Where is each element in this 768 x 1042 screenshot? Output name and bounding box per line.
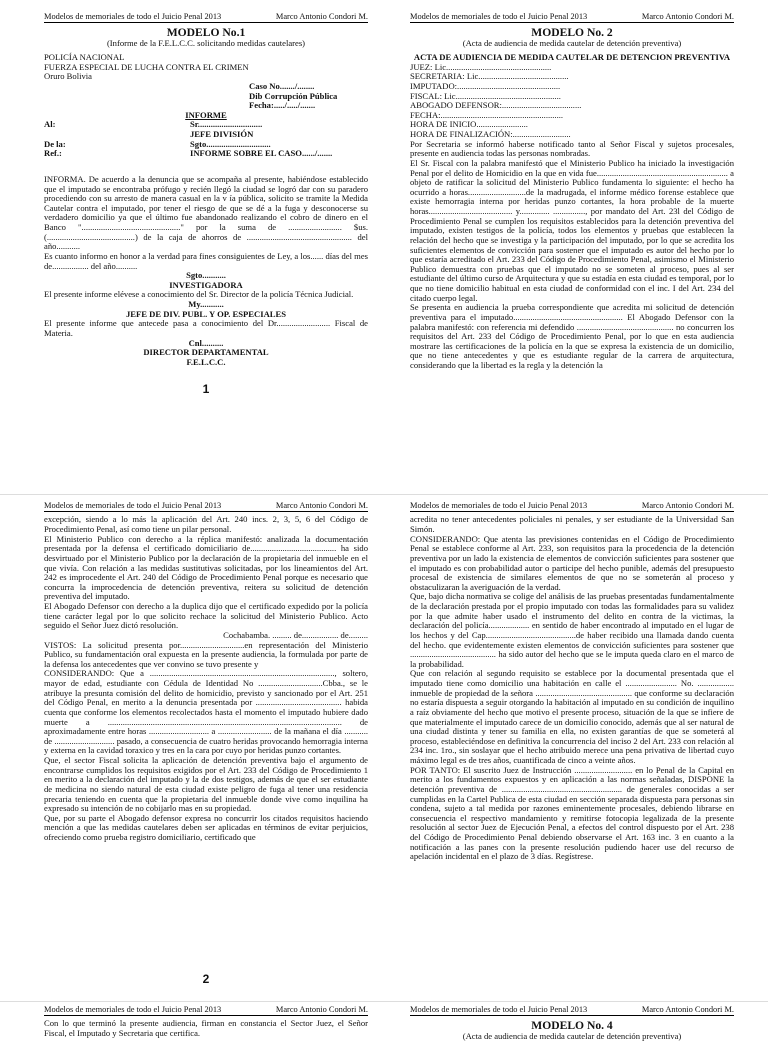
page-header: [44, 12, 368, 23]
body-paragraph: Que, bajo dicha normativa se colige del análisis de las pruebas presentadas fundamentalmente de la declaración prestada por el propio imputado con todas las formalidades para su validez por la que admite haber usado el instrumento del delito en contra de la victimas, la declaración del policía................... en sentido de haber encontrado al imputado en el lugar de los hechos y del Cap..........................................de haber recibido una llamada dando cuenta del hecho. que evidentemente existen elementos de convicción suficientes para sostener que ........................................ ha sido autor del hecho que se le imputa queda claro en el marco de la probabilidad.: [410, 591, 734, 669]
model-subtitle: (Informe de la F.E.L.C.C. solicitando medidas cautelares): [106, 38, 306, 49]
field-fiscal: FISCAL: Lic.................................................: [410, 90, 561, 101]
field-secretaria: SECRETARIA: Lic..........................................: [410, 71, 569, 82]
page-3: [44, 501, 368, 966]
page-separator: [0, 494, 768, 495]
header-title: Modelos de memoriales de todo el Juicio Penal 2013: [44, 501, 222, 510]
acta-title: ACTA DE AUDIENCIA DE MEDIDA CAUTELAR DE DETENCION PREVENTIVA: [413, 52, 731, 63]
felcc-label: F.E.L.C.C.: [186, 356, 226, 367]
report-closing: Es cuanto informo en honor a la verdad para fines consiguientes de Ley, a los...... días del mes de................. del año..........: [44, 250, 368, 271]
org-line: POLICÍA NACIONAL: [44, 52, 125, 63]
case-number: Caso No......./........: [249, 80, 315, 91]
vistos-paragraph: VISTOS: La solicitud presenta por..............................en representación del Ministerio Publico, su fundamentación oral expuesta en la presente audiencia, la formulada por parte de la defensa los antecedentes que ver convino se tuvo presente y: [44, 639, 368, 669]
page-5: [44, 1005, 368, 1039]
my-signature: My...........: [188, 299, 224, 310]
jefe-div-label: JEFE DE DIV. PUBL. Y OP. ESPECIALES: [125, 308, 287, 319]
header-author: Marco Antonio Condori M.: [275, 12, 368, 21]
body-paragraph: Que, el sector Fiscal solicita la aplicación de detención preventiva bajo el argumento de encontrarse cumplidos los requisitos exigidos por el Art. 233 del Código de Procedimiento 1 en merito a la declaración del imputado y la de dos testigos, además de que el ser estudiante de medicina no siendo natural de esta ciudad existe peligro de fuga al tener una residencia precaria teniendo en cuenta que la propietaria del inmueble donde vive como inquilina ha expresado su intención de no cobijarlo mas en su propiedad.: [44, 755, 368, 814]
cnl-signature: Cnl..........: [188, 337, 224, 348]
de-value: Sgto..............................: [190, 138, 271, 149]
considerando-paragraph: CONSIDERANDO: Que a ......................................................................................, soltero, mayor de edad, estudiante con Cédula de Identidad No ..............................Cbba., se le atribuye la presunta comisión del delito de homicidio, previsto y sancionado por el Art. 251 del Código Penal, en merito a la denuncia presentada por ........................................ habida cuenta que conforme los elementos recolectados hasta el momento el imputado hubiere dado muerte a ............................................................................................................. de aproximadamente entre horas ............................ a ......................... de la mañana el día ........... de ............................ pasado, a consecuencia de cuatro heridas provocando hemorragia interna y externa en la cavidad toraxico y tres en la cara por cuyo por heridas punzo cortantes.: [44, 668, 368, 756]
page-header: [44, 1005, 368, 1016]
field-hora-fin: HORA DE FINALIZACIÓN:...........................: [410, 129, 571, 140]
org-block: [44, 53, 368, 82]
body-paragraph: acredita no tener antecedentes policiales ni penales, y ser estudiante de la Universidad San Simón.: [410, 514, 734, 535]
ref-value: INFORME SOBRE EL CASO....../.......: [190, 148, 333, 159]
acta-paragraph: Por Secretaria se informó haberse notificado tanto al Señor Fiscal y sujetos procesales, presente en audiencia todas las personas nombradas.: [410, 138, 734, 159]
de-label: De la:: [44, 138, 66, 149]
place-date: Cochabamba. ......... de................. de.........: [223, 629, 368, 640]
considerando-paragraph: CONSIDERANDO: Que atenta las previsiones contenidas en el Código de Procedimiento Penal se establece conforme al Art. 233, son requisitos para la procedencia de la detención preventiva por un lado la existencia de elementos de convicción suficientes para sostener que el imputado es con probabilidad autor o participe del hecho punible, además del presupuesto procesal de existencia de similares elementos de que no se someterán al proceso y obstaculizaran la averiguación de la verdad.: [410, 533, 734, 592]
page-separator: [0, 1001, 768, 1002]
body-paragraph: El Ministerio Publico con derecho a la réplica manifestó: analizada la documentación presentada por la defensa el certificado domiciliario de........................................ ha sido desvirtuado por el Ministerio Publico por la declaración de la propietaria del inmueble en el que vivía. Con relación a las medidas sustitutivas solicitadas, por los lineamientos del Art. 242 es improcedente el Art. 240 del Código de Procedimiento Penal porque es necesario que concurra la improcedencia de detención preventiva, reitera su solicitud de detención preventiva del imputado.: [44, 533, 368, 602]
page-header: [410, 12, 734, 23]
page-header: [44, 501, 368, 512]
al-label: Al:: [44, 119, 56, 130]
header-author: Marco Antonio Condori M.: [641, 1005, 734, 1014]
header-author: Marco Antonio Condori M.: [641, 501, 734, 510]
body-paragraph: Que, por su parte el Abogado defensor expresa no concurrir los citados requisitos haciendo mención a que las medidas cautelares deben ser aplicadas en términos de evitar perjuicios, ofreciendo como prueba registro domiciliario, certificado que: [44, 812, 368, 843]
case-date: Fecha:...../...../.......: [249, 100, 316, 111]
model-title: MODELO No.1: [166, 26, 246, 40]
investigadora-label: INVESTIGADORA: [169, 279, 243, 290]
header-title: Modelos de memoriales de todo el Juicio Penal 2013: [410, 1005, 588, 1014]
header-title: Modelos de memoriales de todo el Juicio Penal 2013: [410, 12, 588, 21]
org-line: FUERZA ESPECIAL DE LUCHA CONTRA EL CRIMEN: [44, 61, 249, 72]
header-title: Modelos de memoriales de todo el Juicio Penal 2013: [44, 1005, 222, 1014]
sgto-signature: Sgto...........: [186, 270, 226, 281]
org-line: Oruro Bolivia: [44, 71, 92, 82]
body-paragraph: El Abogado Defensor con derecho a la duplica dijo que el certificado expedido por la policía tiene carácter legal por lo que solicito rechace la solicitud del Ministerio Publico. Acto seguido el Señor Juez dictó resolución.: [44, 601, 368, 631]
page-header: [410, 1005, 734, 1016]
por-tanto-paragraph: POR TANTO: El suscrito Juez de Instrucción ........................... en lo Penal de la Capital en merito a los fundamentos expuestos y en aplicación a las normas señaladas, DISPONE la detención preventiva de ........................................................ de generales conocidas a ser cumplidas en la Cartel Publica de esta ciudad en sección separada dispuesta para personas sin condena, sujeto a tal medida por razones eminentemente procesales, debiendo librarse en consecuencia el respectivo mandamiento y remitirse fotocopia legalizada de la presente resolución al sector Juez de Ejecución Penal, a efectos del control dispuesto por el Art. 238 del Código de Procedimiento Penal debiendo observarse el Art. 163 inc. 3 en cuanto a la notificación a las panes con la presente resolución pudiendo hacer use del recurso de apelación incidental en el plazo de 3 días. Regístrese.: [410, 764, 734, 862]
ref-label: Ref.:: [44, 148, 62, 159]
page-number: 2: [202, 972, 210, 986]
header-author: Marco Antonio Condori M.: [275, 501, 368, 510]
header-title: Modelos de memoriales de todo el Juicio Penal 2013: [410, 501, 588, 510]
ref-row: [44, 149, 368, 159]
al-value: Sr..............................: [190, 119, 263, 130]
page-2: [410, 12, 734, 452]
model-title: MODELO No. 2: [531, 26, 613, 40]
header-author: Marco Antonio Condori M.: [641, 12, 734, 21]
model-title: MODELO No. 4: [531, 1019, 613, 1033]
body-paragraph: Que con relación al segundo requisito se establece por la documental presentada que el imputado tiene como domicilio una habitación en calle el ........................ No. ................. inmueble de propiedad de la señora ............................................. que conforme su declaración no estaría dispuesta a seguir otorgando la habitación al imputado en su condición de inquilino a raíz obviamente del hecho que motivo el presente proceso, situación de la que se infiere de que materialmente el imputado carece de un domicilio conocido, además que al ser natural de una ciudad distinta y tener su familia en ella, no existen garantías de que se someterá al proceso, estableciéndose en definitiva la concurrencia del inciso 2 del Art. 233 con relación al 234 inc. 1ro., sin soslayar que el hecho atribuido merece una pena privativa de libertad cuyo máximo legal es de tres años, cuantificada de cinco a veinte años.: [410, 668, 734, 766]
field-hora-inicio: HORA DE INICIO........................: [410, 119, 528, 130]
header-title: Modelos de memoriales de todo el Juicio Penal 2013: [44, 12, 222, 21]
acta-paragraph: Se presenta en audiencia la prueba correspondiente que acredita mi solicitud de detención preventiva para el imputado................................................... El Abogado Defensor con la palabra manifestó: con referencia mi defendido ............................................. no concurren los requisitos del Art. 233 del Código de Procedimiento Penal, por lo que en esta audiencia mostrare las certificaciones de la policía en la que se expresa la existencia de un domicilio, que no tiene antecedentes y que es estudiante regular de la carrera de arquitectura, considerando que la libertad es la regla y la detención la: [410, 302, 734, 371]
page-4: [410, 501, 734, 999]
remit-fiscal: El presente informe que antecede pasa a conocimiento del Dr......................... Fiscal de Materia.: [44, 318, 368, 338]
header-author: Marco Antonio Condori M.: [275, 1005, 368, 1014]
case-block: [44, 82, 368, 111]
page-number: 1: [202, 382, 210, 397]
case-division: Dib Corrupción Pública: [249, 90, 338, 101]
page-header: [410, 501, 734, 512]
page-1: [44, 12, 368, 482]
field-juez: JUEZ: Lic.................................................: [410, 61, 552, 72]
field-fecha: FECHA:.........................................................: [410, 109, 564, 120]
al-role: JEFE DIVISIÓN: [190, 129, 254, 140]
acta-paragraph: El Sr. Fiscal con la palabra manifestó que el Ministerio Publico ha iniciado la investigación Penal por el delito de Homicidio en la que en vida fue............................................................. a objeto de ratificar la solicitud del Ministerio Publico fundamenta lo siguiente: el hecho ha ocurrido a horas...........................de la madrugada, el informe médico forense establece que existe hemorragia interna por heridas punzo cortantes, la hora probable de la muerte horas....................................... y.............. ..............., por mandato del Art. 23l del Código de Procedimiento Penal se cumplen los requisitos establecidos para la detención preventiva del imputado, existen testigos de la policía, todos los elementos y pruebas que establecen la relación del hecho que se investiga y la participación del imputado, por lo que se acredita los suficientes elementos de convicción para sostener que el imputado es autor del hecho por lo que estaría acreditado el Art. 233 del Código de Procedimiento Penal, asimismo el Ministerio Publico demuestra con pruebas que el imputado no se someten al proceso, pues al ser estudiante del último curso de Arquitectura y que su estadía en esta ciudad es temporal, por lo que no tiene domicilio habitual en esta ciudad de conformidad con el inc. I del Art. 234 del citado cuerpo legal.: [410, 157, 734, 303]
page-6: [410, 1005, 734, 1042]
acta-fields: [410, 63, 734, 140]
field-abogado: ABOGADO DEFENSOR:.....................................: [410, 100, 582, 111]
director-label: DIRECTOR DEPARTAMENTAL: [143, 347, 269, 358]
report-body: INFORMA. De acuerdo a la denuncia que se acompaña al presente, habiéndose establecido que el imputado se encontraba prófugo y recién llegó la ciudad se logró dar con su paradero procediendo con su arresto de manera casual en la v ía pública, solicito se tramite la Medida Cautelar contra el imputado, por tener el riesgo de que se dé a la fuga y desconocerse su verdadero domicilio ya que el último fue abandonado realizando el cobro de dinero en el Banco ".............................................." por la suma de ......................... $us. (.........................................) de la caja de ahorros de ................................................. del año...........: [44, 173, 368, 252]
informe-heading: INFORME: [185, 109, 227, 120]
body-paragraph: Con lo que terminó la presente audiencia, firman en constancia el Sector Juez, el Señor Fiscal, el Imputado y Secretaria que certifica.: [44, 1018, 368, 1039]
body-paragraph: excepción, siendo a lo más la aplicación del Art. 240 incs. 2, 3, 5, 6 del Código de Procedimiento Penal, así como tiene un pilar personal.: [44, 514, 368, 535]
model-subtitle: (Acta de audiencia de medida cautelar de detención preventiva): [462, 38, 682, 49]
model-subtitle: (Acta de audiencia de medida cautelar de detención preventiva): [462, 1031, 682, 1042]
field-imputado: IMPUTADO:................................................: [410, 80, 561, 91]
remit-director: El presente informe elévese a conocimiento del Sr. Director de la policía Técnica Judicial.: [44, 289, 354, 300]
